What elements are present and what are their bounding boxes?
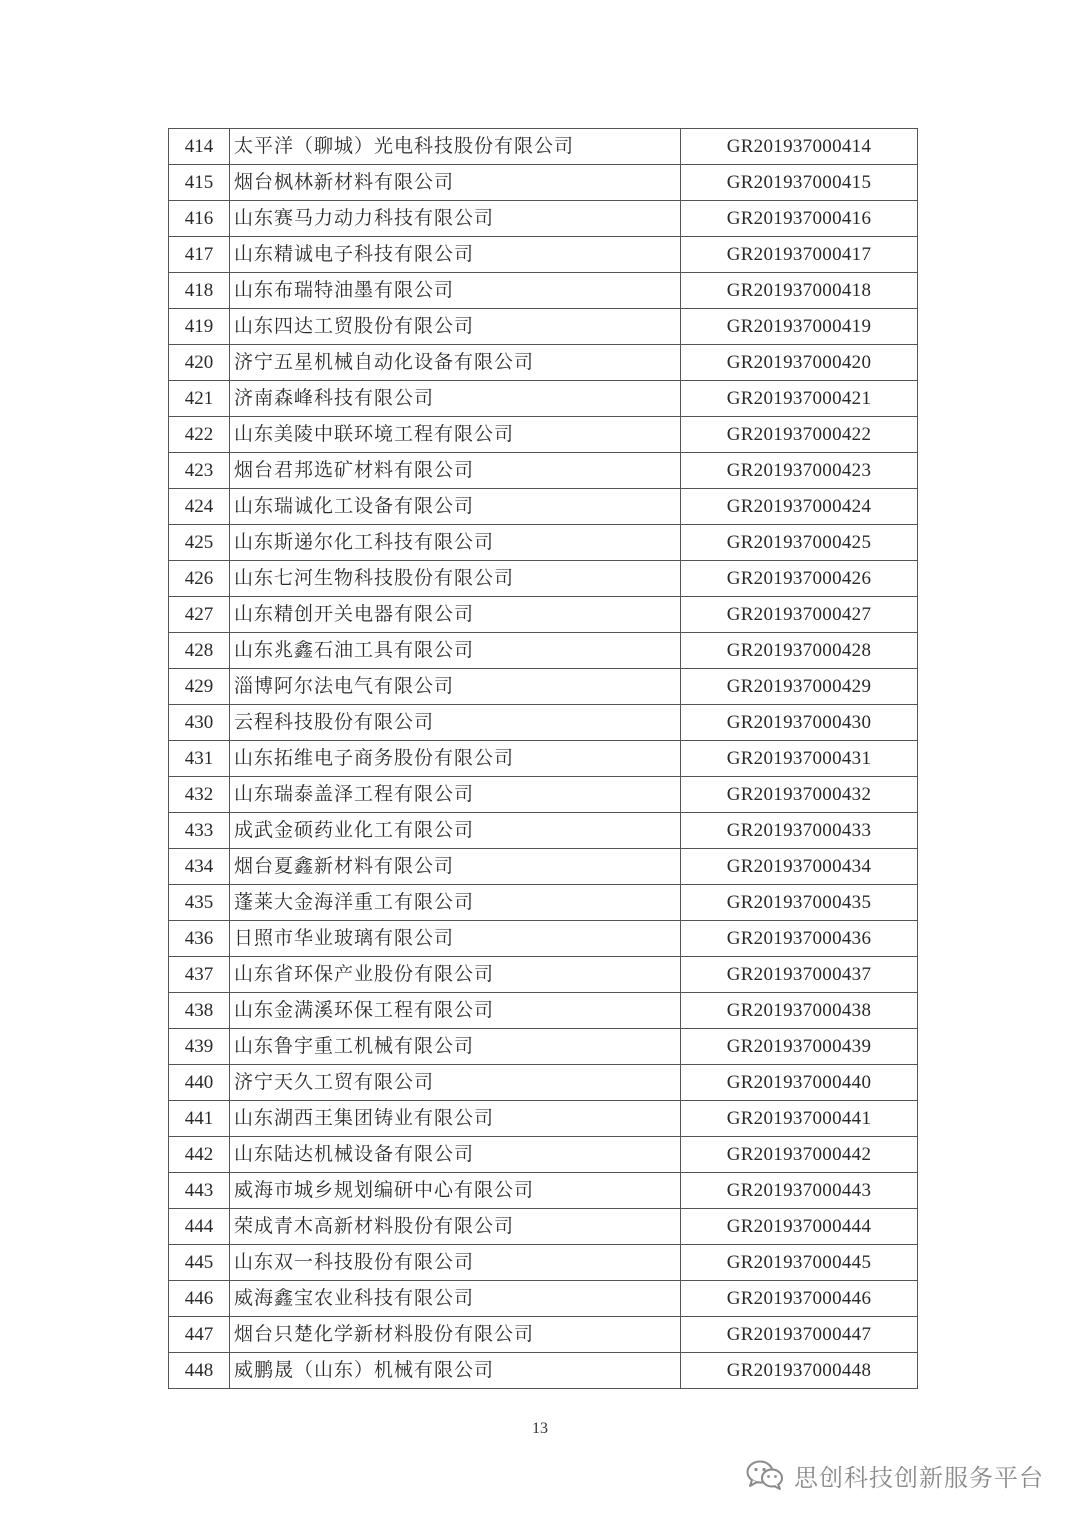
table-row <box>169 993 918 1029</box>
table-row <box>169 1281 918 1317</box>
certificate-number-cell: GR201937000444 <box>681 1209 918 1245</box>
company-name-cell: 山东四达工贸股份有限公司 <box>230 309 681 345</box>
row-number-cell: 420 <box>169 345 230 381</box>
row-number-cell: 445 <box>169 1245 230 1281</box>
row-number-cell: 437 <box>169 957 230 993</box>
certificate-number-cell: GR201937000435 <box>681 885 918 921</box>
company-name-cell: 成武金硕药业化工有限公司 <box>230 813 681 849</box>
row-number-cell: 419 <box>169 309 230 345</box>
row-number-cell: 428 <box>169 633 230 669</box>
certificate-number-cell: GR201937000443 <box>681 1173 918 1209</box>
company-name-cell: 烟台只楚化学新材料股份有限公司 <box>230 1317 681 1353</box>
certificate-number-cell: GR201937000432 <box>681 777 918 813</box>
page-number: 13 <box>532 1420 548 1437</box>
company-name-cell: 云程科技股份有限公司 <box>230 705 681 741</box>
row-number-cell: 422 <box>169 417 230 453</box>
company-name-cell: 太平洋（聊城）光电科技股份有限公司 <box>230 129 681 165</box>
table-row <box>169 1317 918 1353</box>
row-number-cell: 443 <box>169 1173 230 1209</box>
certificate-number-cell: GR201937000427 <box>681 597 918 633</box>
certificate-number-cell: GR201937000448 <box>681 1353 918 1389</box>
table-row <box>169 777 918 813</box>
certificate-number-cell: GR201937000423 <box>681 453 918 489</box>
company-name-cell: 济宁天久工贸有限公司 <box>230 1065 681 1101</box>
company-name-cell: 山东精创开关电器有限公司 <box>230 597 681 633</box>
company-name-cell: 荣成青木高新材料股份有限公司 <box>230 1209 681 1245</box>
row-number-cell: 444 <box>169 1209 230 1245</box>
company-name-cell: 山东布瑞特油墨有限公司 <box>230 273 681 309</box>
table-row <box>169 957 918 993</box>
certificate-number-cell: GR201937000421 <box>681 381 918 417</box>
company-name-cell: 山东湖西王集团铸业有限公司 <box>230 1101 681 1137</box>
certificate-number-cell: GR201937000445 <box>681 1245 918 1281</box>
certificate-number-cell: GR201937000418 <box>681 273 918 309</box>
certificate-table <box>168 128 918 1389</box>
row-number-cell: 414 <box>169 129 230 165</box>
row-number-cell: 432 <box>169 777 230 813</box>
company-name-cell: 济南森峰科技有限公司 <box>230 381 681 417</box>
certificate-number-cell: GR201937000447 <box>681 1317 918 1353</box>
table-row <box>169 525 918 561</box>
certificate-number-cell: GR201937000426 <box>681 561 918 597</box>
table-row <box>169 1101 918 1137</box>
certificate-number-cell: GR201937000437 <box>681 957 918 993</box>
row-number-cell: 448 <box>169 1353 230 1389</box>
row-number-cell: 440 <box>169 1065 230 1101</box>
row-number-cell: 418 <box>169 273 230 309</box>
certificate-number-cell: GR201937000429 <box>681 669 918 705</box>
row-number-cell: 446 <box>169 1281 230 1317</box>
company-name-cell: 蓬莱大金海洋重工有限公司 <box>230 885 681 921</box>
row-number-cell: 426 <box>169 561 230 597</box>
table-row <box>169 165 918 201</box>
wechat-icon <box>746 1459 784 1491</box>
table-row <box>169 345 918 381</box>
row-number-cell: 436 <box>169 921 230 957</box>
company-name-cell: 山东兆鑫石油工具有限公司 <box>230 633 681 669</box>
certificate-number-cell: GR201937000434 <box>681 849 918 885</box>
table-body <box>169 129 918 1389</box>
company-name-cell: 山东金满溪环保工程有限公司 <box>230 993 681 1029</box>
company-name-cell: 威海市城乡规划编研中心有限公司 <box>230 1173 681 1209</box>
row-number-cell: 417 <box>169 237 230 273</box>
table-row <box>169 309 918 345</box>
certificate-number-cell: GR201937000416 <box>681 201 918 237</box>
certificate-number-cell: GR201937000415 <box>681 165 918 201</box>
company-name-cell: 烟台君邦选矿材料有限公司 <box>230 453 681 489</box>
row-number-cell: 447 <box>169 1317 230 1353</box>
certificate-number-cell: GR201937000424 <box>681 489 918 525</box>
table-row <box>169 705 918 741</box>
row-number-cell: 427 <box>169 597 230 633</box>
certificate-number-cell: GR201937000441 <box>681 1101 918 1137</box>
table-row <box>169 201 918 237</box>
watermark <box>746 1455 1044 1495</box>
company-name-cell: 山东瑞诚化工设备有限公司 <box>230 489 681 525</box>
company-name-cell: 日照市华业玻璃有限公司 <box>230 921 681 957</box>
company-name-cell: 山东斯递尔化工科技有限公司 <box>230 525 681 561</box>
table-row <box>169 669 918 705</box>
certificate-number-cell: GR201937000428 <box>681 633 918 669</box>
row-number-cell: 430 <box>169 705 230 741</box>
row-number-cell: 421 <box>169 381 230 417</box>
table-row <box>169 849 918 885</box>
company-name-cell: 山东鲁宇重工机械有限公司 <box>230 1029 681 1065</box>
row-number-cell: 424 <box>169 489 230 525</box>
table-row <box>169 1029 918 1065</box>
certificate-number-cell: GR201937000439 <box>681 1029 918 1065</box>
row-number-cell: 435 <box>169 885 230 921</box>
table-row <box>169 453 918 489</box>
company-name-cell: 山东七河生物科技股份有限公司 <box>230 561 681 597</box>
row-number-cell: 433 <box>169 813 230 849</box>
company-name-cell: 山东陆达机械设备有限公司 <box>230 1137 681 1173</box>
row-number-cell: 434 <box>169 849 230 885</box>
table-row <box>169 381 918 417</box>
watermark-text: 思创科技创新服务平台 <box>794 1463 1044 1492</box>
table-row <box>169 1209 918 1245</box>
row-number-cell: 442 <box>169 1137 230 1173</box>
certificate-number-cell: GR201937000414 <box>681 129 918 165</box>
table-row <box>169 561 918 597</box>
company-name-cell: 山东美陵中联环境工程有限公司 <box>230 417 681 453</box>
certificate-number-cell: GR201937000446 <box>681 1281 918 1317</box>
table-row <box>169 1065 918 1101</box>
table-row <box>169 597 918 633</box>
table-row <box>169 813 918 849</box>
certificate-number-cell: GR201937000442 <box>681 1137 918 1173</box>
row-number-cell: 439 <box>169 1029 230 1065</box>
certificate-number-cell: GR201937000430 <box>681 705 918 741</box>
company-name-cell: 山东拓维电子商务股份有限公司 <box>230 741 681 777</box>
certificate-number-cell: GR201937000433 <box>681 813 918 849</box>
row-number-cell: 425 <box>169 525 230 561</box>
company-name-cell: 山东赛马力动力科技有限公司 <box>230 201 681 237</box>
company-name-cell: 烟台夏鑫新材料有限公司 <box>230 849 681 885</box>
table-row <box>169 129 918 165</box>
company-name-cell: 山东省环保产业股份有限公司 <box>230 957 681 993</box>
company-name-cell: 山东双一科技股份有限公司 <box>230 1245 681 1281</box>
table-row <box>169 417 918 453</box>
table-row <box>169 1173 918 1209</box>
company-name-cell: 淄博阿尔法电气有限公司 <box>230 669 681 705</box>
certificate-number-cell: GR201937000422 <box>681 417 918 453</box>
table-row <box>169 237 918 273</box>
company-name-cell: 山东瑞泰盖泽工程有限公司 <box>230 777 681 813</box>
certificate-number-cell: GR201937000438 <box>681 993 918 1029</box>
table-row <box>169 633 918 669</box>
table-row <box>169 1245 918 1281</box>
table-row <box>169 885 918 921</box>
certificate-number-cell: GR201937000431 <box>681 741 918 777</box>
row-number-cell: 423 <box>169 453 230 489</box>
table-row <box>169 741 918 777</box>
row-number-cell: 438 <box>169 993 230 1029</box>
company-name-cell: 山东精诚电子科技有限公司 <box>230 237 681 273</box>
table-row <box>169 1353 918 1389</box>
company-name-cell: 济宁五星机械自动化设备有限公司 <box>230 345 681 381</box>
row-number-cell: 441 <box>169 1101 230 1137</box>
table-row <box>169 489 918 525</box>
certificate-number-cell: GR201937000420 <box>681 345 918 381</box>
certificate-number-cell: GR201937000417 <box>681 237 918 273</box>
row-number-cell: 415 <box>169 165 230 201</box>
company-name-cell: 威海鑫宝农业科技有限公司 <box>230 1281 681 1317</box>
company-name-cell: 威鹏晟（山东）机械有限公司 <box>230 1353 681 1389</box>
certificate-number-cell: GR201937000425 <box>681 525 918 561</box>
row-number-cell: 429 <box>169 669 230 705</box>
row-number-cell: 416 <box>169 201 230 237</box>
company-name-cell: 烟台枫林新材料有限公司 <box>230 165 681 201</box>
certificate-number-cell: GR201937000436 <box>681 921 918 957</box>
table-row <box>169 921 918 957</box>
table-row <box>169 273 918 309</box>
certificate-number-cell: GR201937000440 <box>681 1065 918 1101</box>
row-number-cell: 431 <box>169 741 230 777</box>
table-row <box>169 1137 918 1173</box>
certificate-number-cell: GR201937000419 <box>681 309 918 345</box>
